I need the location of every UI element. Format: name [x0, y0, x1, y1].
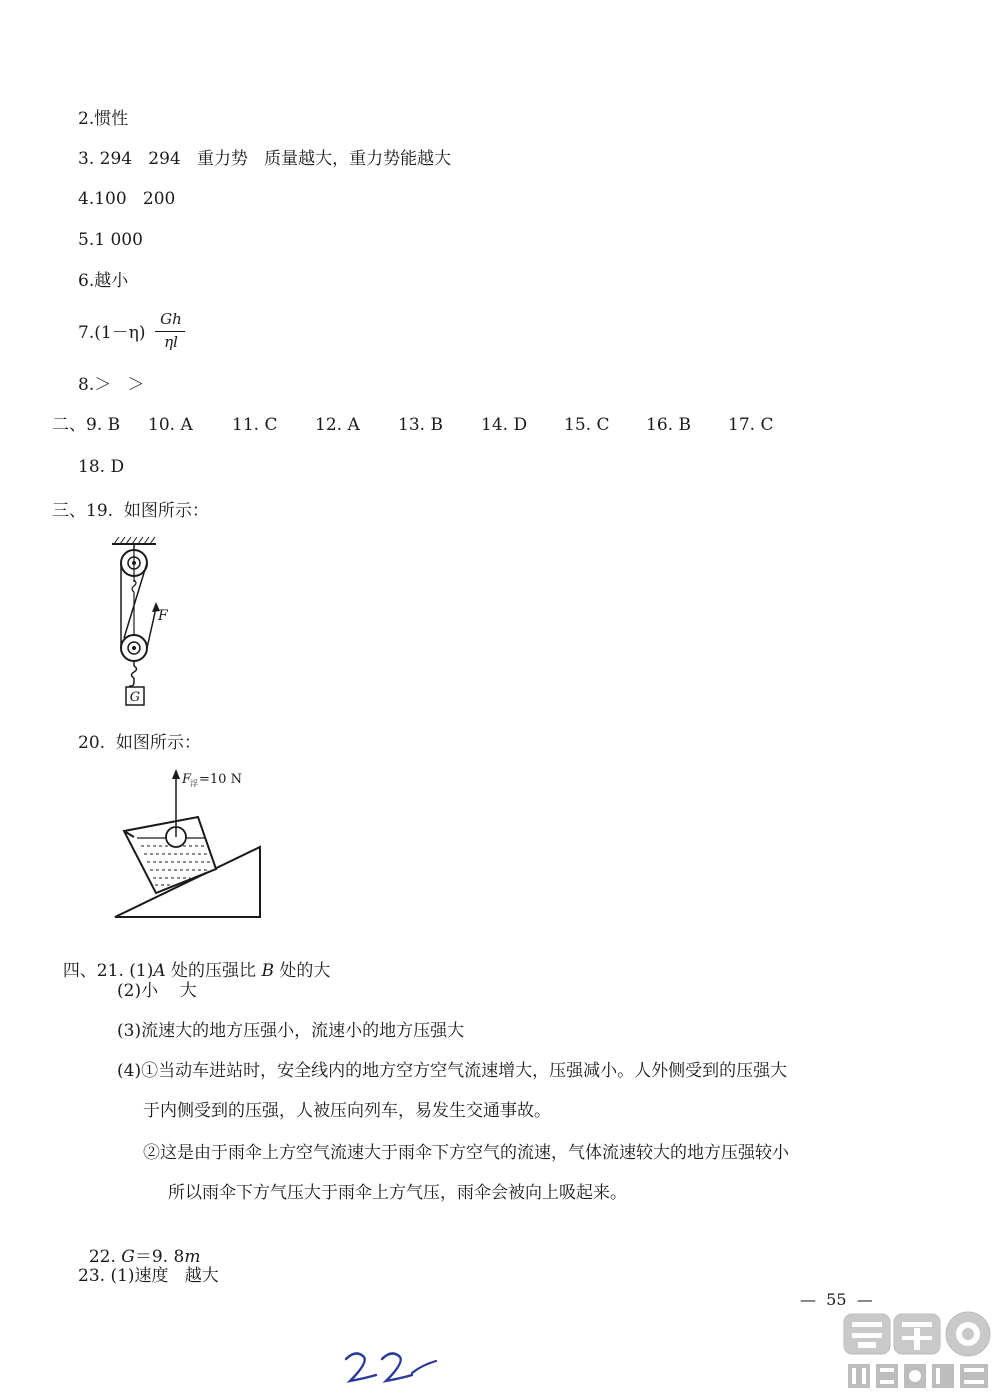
pulley-diagram [100, 530, 190, 715]
buoyancy-diagram [110, 765, 270, 925]
answer-7-numerator: Gh [160, 310, 182, 328]
mc-item: 12. A [315, 415, 360, 435]
point-a: A [153, 961, 166, 981]
answer-22-prefix: 22. [88, 1247, 122, 1267]
mc-item: 13. B [398, 415, 443, 435]
answer-8: 8.＞ ＞ [78, 375, 145, 395]
answer-21-1-prefix: 四、21. (1) [62, 961, 154, 981]
buoyancy-force-value: =10 N [199, 772, 242, 787]
answer-22-g: G [121, 1247, 135, 1267]
watermark-logo [840, 1308, 996, 1392]
mc-row-2: 18. D [78, 457, 125, 477]
answer-22 [78, 1224, 200, 1268]
handwritten-mark [340, 1345, 440, 1390]
answer-21-3: (3)流速大的地方压强小，流速小的地方压强大 [117, 1021, 465, 1041]
answer-5: 5.1 000 [78, 230, 143, 250]
answer-23: 23. (1)速度 越大 [78, 1266, 219, 1286]
answer-21-4b: 于内侧受到的压强，人被压向列车，易发生交通事故。 [143, 1101, 551, 1121]
mc-item: 11. C [232, 415, 278, 435]
answer-7-fraction-bar [155, 331, 185, 332]
answer-21-4c: ②这是由于雨伞上方空气流速大于雨伞下方空气的流速，气体流速较大的地方压强较小 [143, 1143, 789, 1163]
mc-item: 14. D [481, 415, 528, 435]
answer-21-1-mid: 处的压强比 [165, 961, 262, 981]
answer-21-4a: (4)①当动车进站时，安全线内的地方空方空气流速增大，压强减小。人外侧受到的压强大 [117, 1061, 788, 1081]
answer-22-mid: ＝9. 8 [134, 1247, 185, 1267]
buoyancy-force-subscript: 浮 [190, 779, 198, 788]
mc-item: 15. C [564, 415, 610, 435]
mc-item: 17. C [728, 415, 774, 435]
mc-item: 二、9. B [52, 415, 121, 435]
buoyancy-force-label: F [182, 772, 192, 787]
answer-21-4d: 所以雨伞下方气压大于雨伞上方气压，雨伞会被向上吸起来。 [168, 1183, 627, 1203]
page-number: — 55 — [800, 1290, 873, 1309]
answer-21-2: (2)小 大 [117, 981, 197, 1001]
answer-22-m: m [184, 1247, 201, 1267]
answer-21-1 [52, 938, 330, 982]
force-label: F [158, 608, 168, 624]
mc-item: 10. A [148, 415, 193, 435]
answer-20-caption: 20. 如图所示： [78, 733, 201, 753]
answer-4: 4.100 200 [78, 189, 176, 209]
answer-7-prefix: 7.(1－η) [78, 323, 146, 343]
answer-21-1-post: 处的大 [273, 961, 331, 981]
answer-19-caption: 三、19. 如图所示： [52, 501, 209, 521]
mc-item: 16. B [646, 415, 691, 435]
point-b: B [261, 961, 274, 981]
answer-7-denominator: ηl [164, 333, 178, 351]
answer-2: 2.惯性 [78, 109, 129, 129]
answer-6: 6.越小 [78, 271, 129, 291]
answer-3: 3. 294 294 重力势 质量越大，重力势能越大 [78, 149, 452, 169]
weight-label: G [129, 690, 141, 705]
